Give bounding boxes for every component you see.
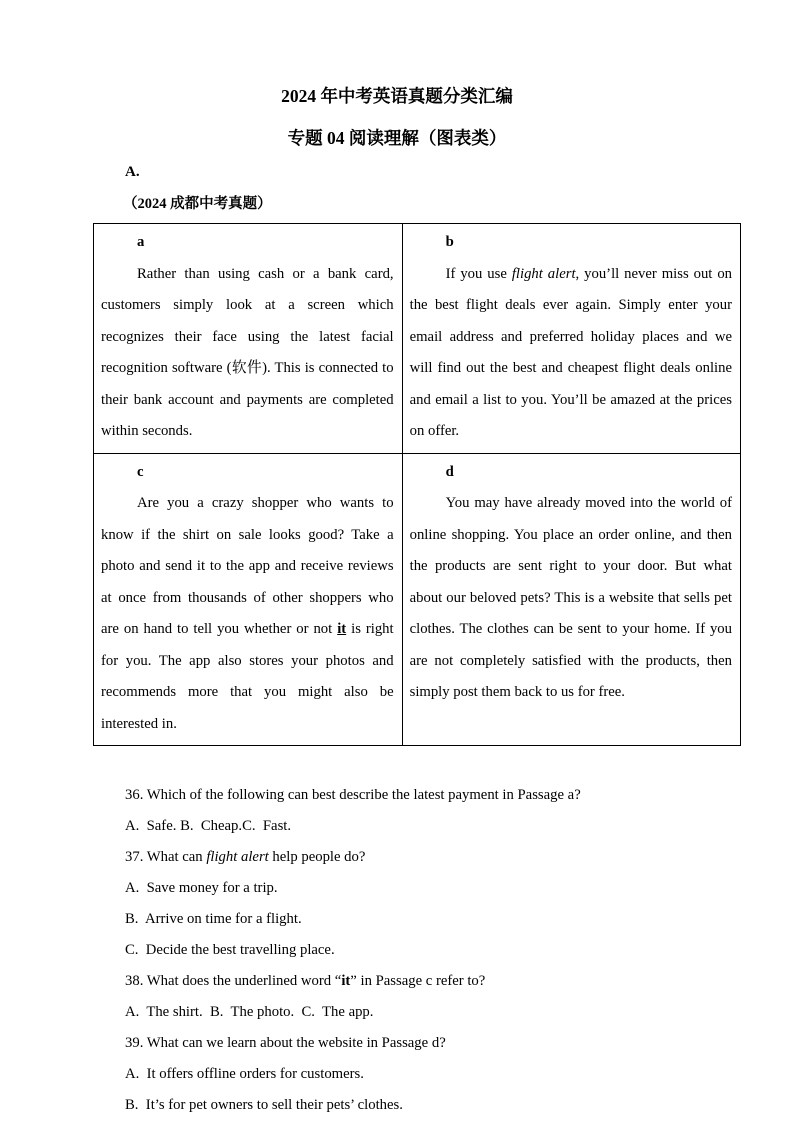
passage-b-segment: If you use — [445, 265, 512, 282]
passage-text-c — [101, 488, 394, 740]
source-label: （2024 成都中考真题） — [123, 196, 272, 212]
question-37-option-c: C. Decide the best travelling place. — [125, 942, 335, 958]
passage-cell-d — [402, 453, 740, 746]
passage-label-c: c — [137, 463, 144, 480]
question-38-options: A. The shirt. B. The photo. C. The app. — [125, 1004, 374, 1020]
page-subtitle: 专题 04 阅读理解（图表类） — [287, 128, 507, 148]
table-row — [94, 224, 741, 454]
passage-label-b: b — [445, 234, 454, 250]
question-38-segment: ” in Passage c refer to? — [350, 973, 486, 989]
passage-label-a: a — [137, 234, 145, 250]
question-39: 39. What can we learn about the website in Passage d? — [125, 1035, 446, 1051]
passage-b-italic-term: flight alert — [511, 265, 576, 282]
question-36: 36. Which of the following can best describe the latest payment in Passage a? — [125, 787, 581, 803]
question-37 — [125, 842, 741, 873]
question-37-segment: help people do? — [268, 849, 366, 865]
question-38-segment: 38. What does the underlined word “ — [125, 973, 342, 989]
passage-c-segment: is right for you. The app also stores your photos and recommends more that you might also be interested in. — [101, 621, 394, 732]
question-38-bold-word: it — [341, 973, 351, 989]
content-area — [93, 162, 741, 1121]
question-37-segment: 37. What can — [125, 849, 207, 865]
question-38 — [125, 966, 741, 997]
title-block — [0, 0, 794, 150]
passage-text-a: Rather than using cash or a bank card, customers simply look at a screen which recognizes their face using the latest facial recognition software (软件). This is connected to their bank account and payments are completed within seconds. — [101, 265, 394, 439]
passage-cell-b — [402, 224, 740, 454]
question-37-option-a: A. Save money for a trip. — [125, 880, 278, 896]
question-37-option-b: B. Arrive on time for a flight. — [125, 911, 302, 927]
passage-label-d: d — [445, 463, 454, 480]
table-row — [94, 453, 741, 746]
passage-c-underlined-word: it — [337, 621, 347, 637]
passage-text-d: You may have already moved into the world of online shopping. You place an order online, and then the products are sent right to your door. But what about our beloved pets? This is a website that sells pet clothes. The clothes can be sent to your home. If you are not completely satisfied with the products, then simply post them back to us for free. — [409, 495, 732, 700]
section-label: A. — [125, 164, 140, 180]
question-36-options: A. Safe. B. Cheap.C. Fast. — [125, 818, 292, 834]
passage-c-segment: Are you a crazy shopper who wants to know if the shirt on sale looks good? Take a photo and send it to the app and receive reviews at once from thousands of other shoppers who are on hand to tell you whether or not — [101, 495, 394, 637]
question-section — [125, 780, 741, 1121]
passage-b-segment: , you’ll never miss out on the best flight deals ever again. Simply enter your email address and preferred holiday places and we will find out the best and cheapest flight deals online and email a list to you. You’ll be amazed at the prices on offer. — [409, 265, 733, 439]
page-title: 2024 年中考英语真题分类汇编 — [281, 86, 513, 106]
passage-text-b — [410, 259, 732, 448]
passage-table — [93, 223, 741, 746]
passage-cell-c — [94, 453, 403, 746]
question-39-option-a: A. It offers offline orders for customers. — [125, 1066, 364, 1082]
passage-cell-a — [94, 224, 403, 454]
question-39-option-b: B. It’s for pet owners to sell their pets’ clothes. — [125, 1097, 403, 1113]
question-37-italic-term: flight alert — [206, 849, 269, 865]
